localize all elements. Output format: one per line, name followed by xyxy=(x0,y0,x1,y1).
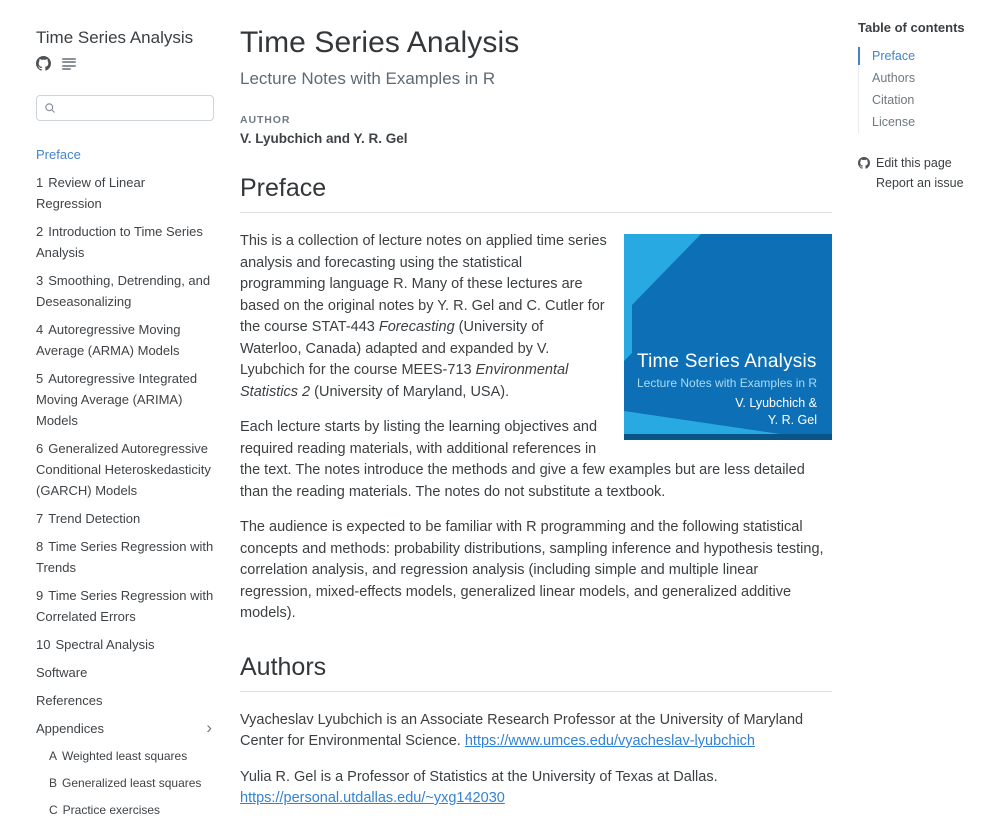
github-icon[interactable] xyxy=(36,56,51,71)
search-box xyxy=(36,95,214,121)
sidebar-item[interactable]: B Generalized least squares xyxy=(49,776,202,790)
authors-heading: Authors xyxy=(240,653,832,692)
sidebar-item[interactable]: 3 Smoothing, Detrending, and Deseasonalizing xyxy=(36,273,211,309)
search-input[interactable] xyxy=(62,101,206,116)
sidebar-nav xyxy=(36,144,214,821)
page-subtitle: Lecture Notes with Examples in R xyxy=(240,69,496,88)
sidebar-item[interactable]: 1 Review of Linear Regression xyxy=(36,175,146,211)
sidebar-item[interactable]: A Weighted least squares xyxy=(49,749,188,763)
list-icon[interactable] xyxy=(62,58,76,70)
sidebar-item[interactable]: 6 Generalized Autoregressive Conditional Heteroskedasticity (GARCH) Models xyxy=(36,441,211,498)
page-toc xyxy=(858,20,984,196)
sidebar-item[interactable]: Software xyxy=(36,665,88,680)
preface-heading: Preface xyxy=(240,174,832,213)
cover-title: Time Series Analysis xyxy=(637,351,817,372)
authors-paragraph-2: Yulia R. Gel is a Professor of Statistics at the University of Texas at Dallas. https://personal.utdallas.edu/~yxg142030 xyxy=(240,768,718,806)
preface-paragraph-2: Each lecture starts by listing the learning objectives and required reading materials, with additional references in the text. The notes introduce the methods and give a few examples but are less detailed than the reading materials. The notes do not substitute a textbook. xyxy=(240,419,805,500)
page-title: Time Series Analysis xyxy=(240,26,520,59)
book-cover-image xyxy=(624,234,832,440)
authors-paragraph-1: Vyacheslav Lyubchich is an Associate Research Professor at the University of Maryland Center for Environmental Science. https://www.umces.edu/vyacheslav-lyubchich xyxy=(240,711,804,749)
search-icon xyxy=(44,102,56,114)
cover-subtitle: Lecture Notes with Examples in R xyxy=(637,376,818,390)
toc-item[interactable]: Authors xyxy=(872,71,916,85)
sidebar xyxy=(36,28,214,827)
inline-link[interactable]: https://www.umces.edu/vyacheslav-lyubchich xyxy=(464,733,755,749)
preface-section xyxy=(240,174,832,625)
sidebar-item[interactable]: 7 Trend Detection xyxy=(36,511,141,526)
author-name: V. Lyubchich and Y. R. Gel xyxy=(240,131,408,146)
sidebar-item[interactable]: Preface xyxy=(36,147,81,162)
sidebar-item[interactable]: 8 Time Series Regression with Trends xyxy=(36,539,214,575)
preface-paragraph-3: The audience is expected to be familiar with R programming and the following statistical concepts and methods: probability distributions, sampling inference and hypothesis testing, correlation analysis, and regression analysis (including simple and multiple linear regression, mixed-effects models, generalized linear models, and generalized additive models). xyxy=(240,519,824,621)
authors-section xyxy=(240,653,832,810)
sidebar-item[interactable]: 5 Autoregressive Integrated Moving Average (ARIMA) Models xyxy=(36,371,198,428)
sidebar-item[interactable]: C Practice exercises xyxy=(49,803,161,817)
sidebar-item[interactable]: 10 Spectral Analysis xyxy=(36,637,155,652)
report-an-issue-link[interactable]: Report an issue xyxy=(876,176,964,190)
chevron-right-icon: › xyxy=(206,718,212,737)
sidebar-title: Time Series Analysis xyxy=(36,28,194,47)
inline-link[interactable]: https://personal.utdallas.edu/~yxg142030 xyxy=(240,790,505,806)
edit-this-page-link[interactable]: Edit this page xyxy=(858,156,984,170)
sidebar-item[interactable]: 9 Time Series Regression with Correlated Errors xyxy=(36,588,214,624)
toc-item[interactable]: Preface xyxy=(859,45,984,67)
github-icon xyxy=(858,157,870,169)
author-label: AUTHOR xyxy=(240,114,291,126)
toc-list xyxy=(858,45,984,133)
toc-item[interactable]: License xyxy=(872,115,916,129)
toc-item[interactable]: Citation xyxy=(872,93,915,107)
sidebar-item[interactable]: 2 Introduction to Time Series Analysis xyxy=(36,224,203,260)
cover-authors: V. Lyubchich & Y. R. Gel xyxy=(735,396,817,427)
toc-heading: Table of contents xyxy=(858,20,965,35)
sidebar-item[interactable]: References xyxy=(36,693,103,708)
sidebar-item[interactable]: 4 Autoregressive Moving Average (ARMA) Models xyxy=(36,322,181,358)
preface-paragraph-1: This is a collection of lecture notes on applied time series analysis and forecasting using the statistical programming language R. Many of these lectures are based on the original notes by Y. R. Gel and C. Cutler for the course STAT-443 Forecasting (University of Waterloo, Canada) adapted and expanded by V. Lyubchich for the course MEES-713 Environmental Statistics 2 (University of Maryland, USA). xyxy=(240,233,607,400)
sidebar-item[interactable]: Appendices › xyxy=(36,718,212,737)
sidebar-tools xyxy=(36,56,214,71)
main-content xyxy=(240,26,832,824)
toc-links xyxy=(858,156,984,190)
